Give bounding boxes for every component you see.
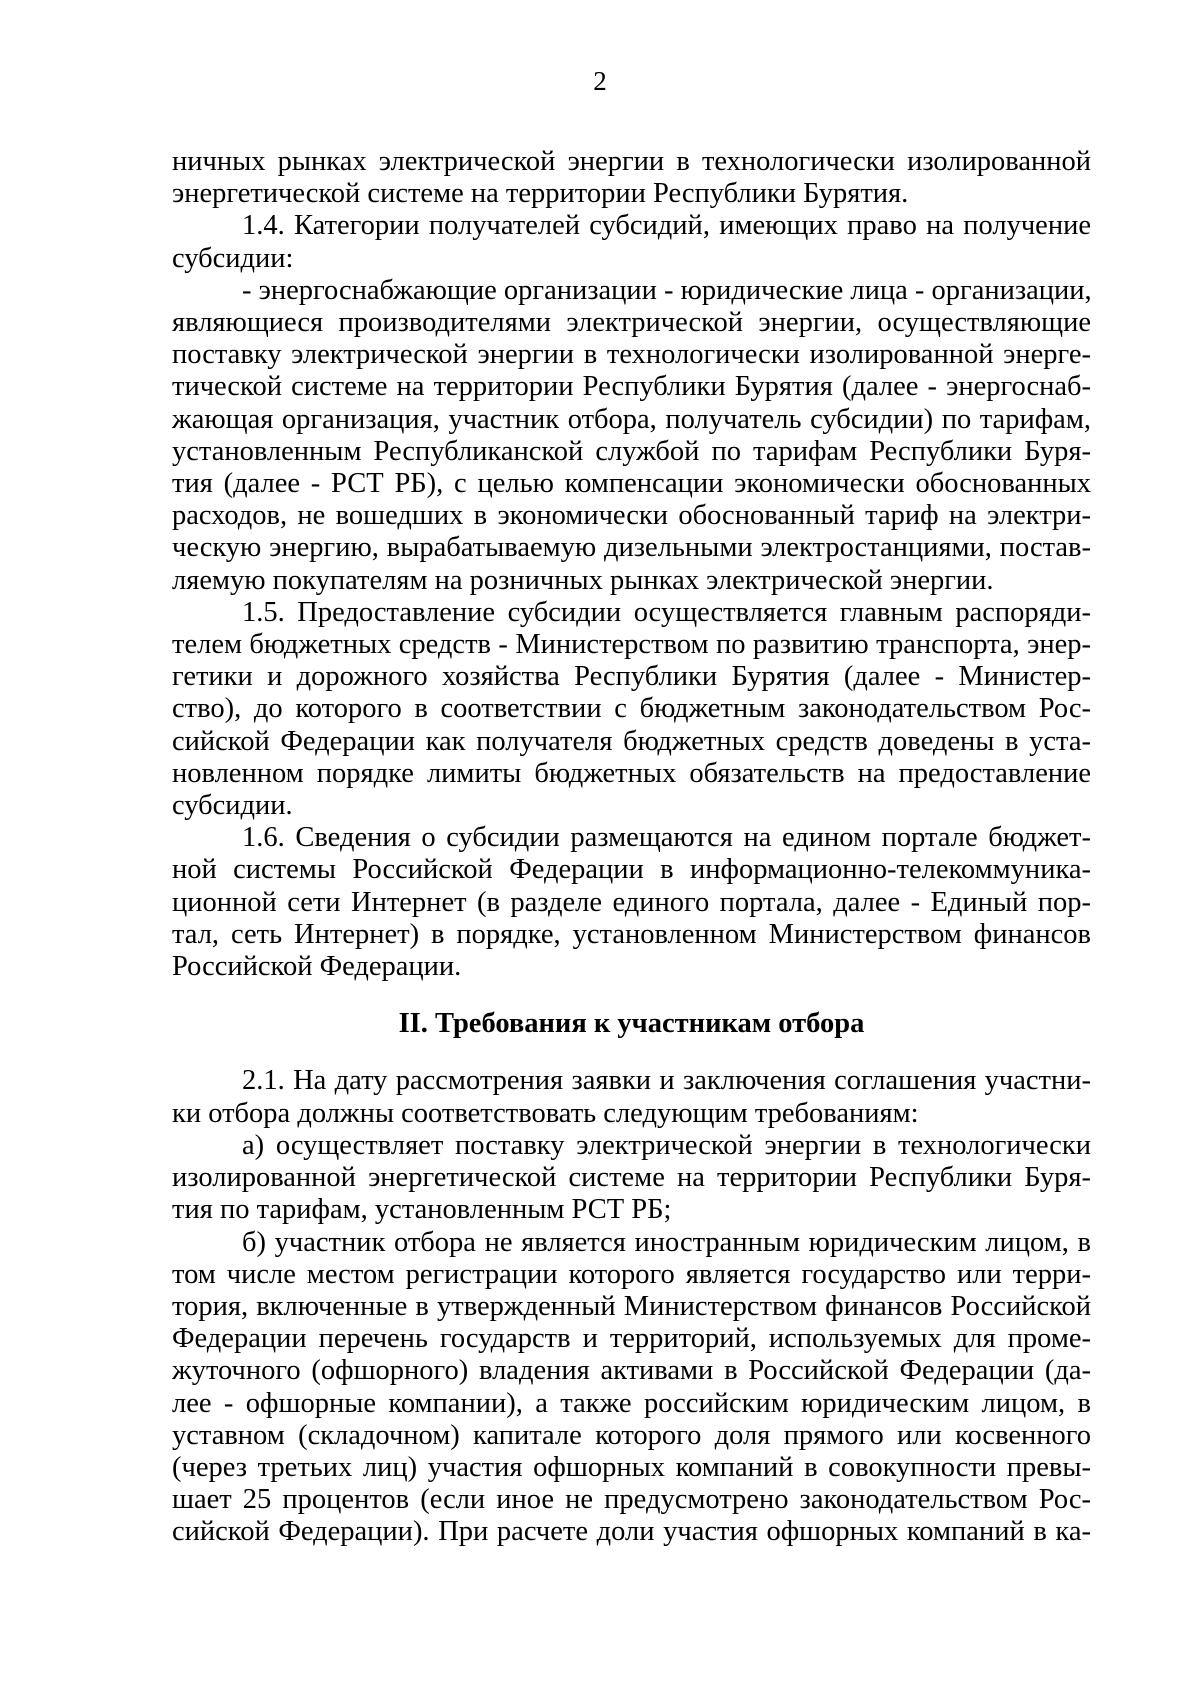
text-line: 1.5. Предоставление субсидии осуществляется главным распоряди- [242,596,1091,628]
text-line: тал, сеть Интернет) в порядке, установленном Министерством финансов [172,918,1091,950]
text-line: 1.6. Сведения о субсидии размещаются на едином портале бюджет- [242,822,1091,854]
text-line: энергетической системе на территории Республики Бурятия. [172,178,909,210]
text-line: расходов, не вошедших в экономически обоснованный тариф на электри- [172,500,1091,532]
text-line: ничных рынках электрической энергии в технологически изолированной [172,146,1091,177]
text-line: том числе местом регистрации которого является государство или терри- [172,1258,1091,1290]
text-line: тия (далее - РСТ РБ), с целью компенсации экономически обоснованных [172,468,1091,500]
text-line: ляемую покупателям на розничных рынках электрической энергии. [172,564,994,596]
text-line: (через третьих лиц) участия офшорных компаний в совокупности превы- [172,1451,1091,1483]
text-line: ционной сети Интернет (в разделе единого портала, далее - Единый пор- [172,886,1091,918]
paragraph-2-1-b [172,1227,1091,1549]
text-line: тория, включенные в утвержденный Министерством финансов Российской [172,1290,1091,1322]
text-line: телем бюджетных средств - Министерством по развитию транспорта, энер- [172,629,1091,661]
text-line: являющиеся производителями электрической энергии, осуществляющие [172,307,1091,339]
text-line: Федерации перечень государств и территорий, используемых для проме- [172,1323,1091,1355]
text-line: тической системе на территории Республики Бурятия (далее - энергоснаб- [172,371,1091,403]
text-line: сийской Федерации). При расчете доли участия офшорных компаний в ка- [172,1516,1091,1548]
page-number: 2 [593,66,607,96]
paragraph-1-4 [172,210,1091,274]
section-heading: II. Требования к участникам отбора [398,1008,865,1040]
text-line: - энергоснабжающие организации - юридические лица - организации, [242,274,1092,306]
text-line: уставном (складочном) капитале которого доля прямого или косвенного [172,1419,1091,1451]
text-line: субсидии. [172,790,293,822]
text-line: ной системы Российской Федерации в информационно-телекоммуника- [172,854,1091,886]
text-line: поставку электрической энергии в технологически изолированной энерге- [172,339,1091,371]
text-line: жающая организация, участник отбора, получатель субсидии) по тарифам, [172,403,1091,435]
text-line: сийской Федерации как получателя бюджетных средств доведены в уста- [172,725,1091,757]
text-line: субсидии: [172,242,294,274]
paragraph-continuation [172,146,1091,210]
text-line: б) участник отбора не является иностранным юридическим лицом, в [242,1226,1091,1258]
text-line: шает 25 процентов (если иное не предусмотрено законодательством Рос- [172,1484,1091,1516]
document-body [172,146,1091,1549]
text-line: изолированной энергетической системе на территории Республики Буря- [172,1162,1091,1194]
text-line: ство), до которого в соответствии с бюджетным законодательством Рос- [172,693,1091,725]
text-line: жуточного (офшорного) владения активами в Российской Федерации (да- [172,1355,1091,1387]
text-line: гетики и дорожного хозяйства Республики Бурятия (далее - Министер- [172,661,1091,693]
paragraph-1-5 [172,597,1091,822]
text-line: ческую энергию, вырабатываемую дизельными электростанциями, постав- [172,532,1091,564]
text-line: тия по тарифам, установленным РСТ РБ; [172,1194,672,1226]
text-line: установленным Республиканской службой по тарифам Республики Буря- [172,435,1091,467]
paragraph-2-1-a [172,1130,1091,1227]
text-line: новленном порядке лимиты бюджетных обязательств на предоставление [172,757,1091,789]
paragraph-2-1 [172,1065,1091,1129]
text-line: Российской Федерации. [172,951,462,983]
text-line: 2.1. На дату рассмотрения заявки и заключения соглашения участни- [242,1065,1091,1097]
text-line: ки отбора должны соответствовать следующим требованиям: [172,1097,919,1129]
text-line: лее - офшорные компании), а также российским юридическим лицом, в [172,1387,1091,1419]
text-line: а) осуществляет поставку электрической энергии в технологически [242,1129,1091,1161]
text-line: 1.4. Категории получателей субсидий, имеющих право на получение [242,210,1091,242]
paragraph-1-4-dash-item [172,275,1091,597]
paragraph-1-6 [172,822,1091,983]
